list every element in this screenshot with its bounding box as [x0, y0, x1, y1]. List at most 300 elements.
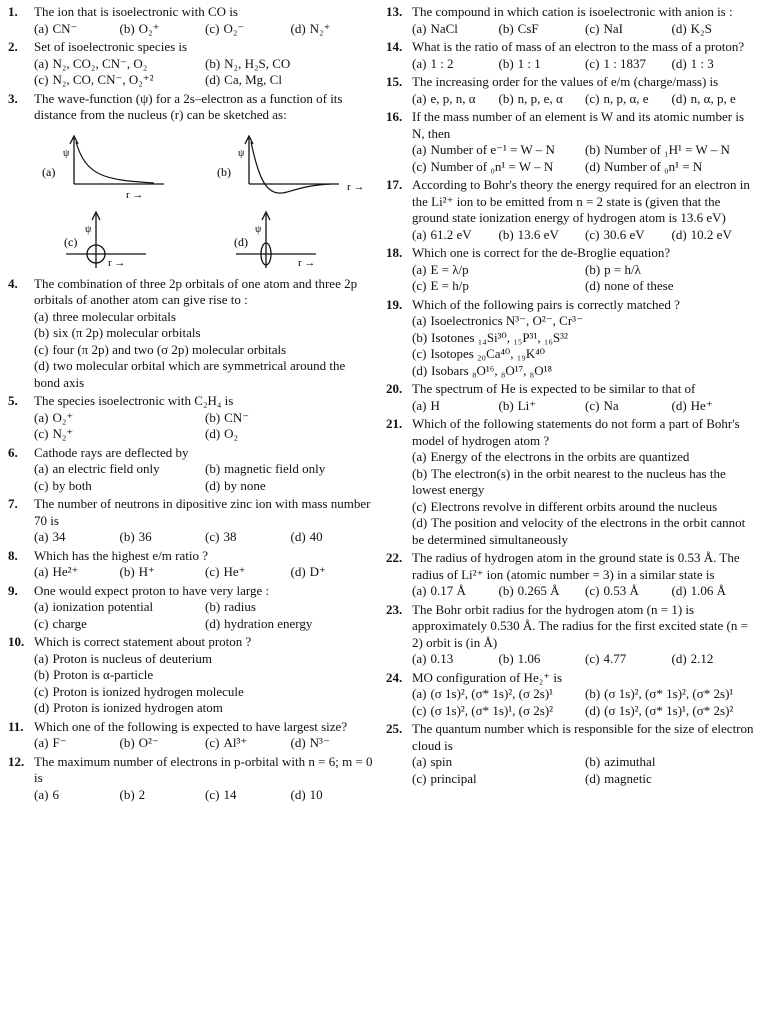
question-stem	[8, 39, 376, 56]
answer-option-a[interactable]	[34, 599, 205, 616]
answer-option-a[interactable]	[412, 91, 499, 108]
option-text: Li⁺	[517, 397, 537, 413]
answer-option-c[interactable]	[585, 21, 672, 38]
answer-option-d[interactable]	[672, 56, 759, 73]
answer-option-d[interactable]	[672, 651, 759, 668]
answer-option-b[interactable]	[205, 461, 376, 478]
answer-option-d[interactable]	[205, 616, 376, 633]
option-list	[386, 754, 758, 787]
answer-option-a[interactable]	[34, 529, 120, 546]
answer-option-b[interactable]	[205, 599, 376, 616]
option-letter: (c)	[585, 397, 600, 413]
option-text: Na	[603, 397, 619, 413]
option-text: O²⁻	[138, 735, 159, 750]
option-letter: (a)	[34, 409, 49, 425]
answer-option-d[interactable]	[412, 363, 758, 380]
answer-option-a[interactable]	[34, 309, 376, 326]
answer-option-b[interactable]	[120, 529, 206, 546]
svg-text:r →: r →	[108, 256, 126, 269]
answer-option-a[interactable]	[412, 398, 499, 415]
option-letter: (c)	[412, 770, 427, 786]
option-letter: (b)	[585, 142, 601, 157]
option-letter: (d)	[585, 158, 601, 174]
option-list	[8, 461, 376, 494]
answer-option-c[interactable]	[205, 735, 291, 752]
answer-option-d[interactable]	[672, 227, 759, 244]
option-letter: (c)	[412, 158, 427, 174]
question-stem	[8, 445, 376, 462]
option-text: F⁻	[52, 735, 67, 750]
question-item	[386, 550, 758, 600]
answer-option-c[interactable]	[585, 398, 672, 415]
answer-option-c[interactable]	[585, 56, 672, 73]
answer-option-b[interactable]	[120, 564, 206, 581]
answer-option-a[interactable]	[412, 651, 499, 668]
answer-option-c[interactable]	[412, 346, 758, 363]
question-stem	[386, 109, 758, 142]
answer-option-c[interactable]	[585, 583, 672, 600]
option-text: He⁺	[223, 564, 246, 579]
option-letter: (b)	[119, 786, 135, 802]
option-text: Isotones ₁₄Si³⁰, ₁₅P³¹, ₁₆S³²	[431, 329, 568, 345]
answer-option-a[interactable]	[34, 21, 120, 38]
option-text: E = λ/p	[430, 261, 469, 277]
question-item	[386, 109, 758, 175]
option-text: none of these	[604, 278, 674, 293]
option-text: (σ 1s)², (σ* 1s)¹, (σ 2s)²	[430, 702, 554, 718]
option-list	[8, 735, 376, 752]
option-letter: (a)	[34, 461, 49, 476]
wavefunction-graphs	[34, 126, 374, 274]
option-list	[8, 309, 376, 392]
option-text: 61.2 eV	[430, 226, 472, 242]
answer-option-d[interactable]	[205, 426, 376, 443]
answer-option-a[interactable]	[34, 56, 205, 73]
answer-option-a[interactable]	[412, 142, 585, 159]
question-number: 11.	[8, 718, 24, 734]
option-letter: (c)	[34, 426, 49, 441]
option-text: 0.17 Å	[430, 583, 466, 598]
answer-option-d[interactable]	[291, 564, 377, 581]
question-number: 16.	[386, 109, 403, 124]
answer-option-b[interactable]	[34, 325, 376, 342]
option-text: N₂⁺	[309, 20, 331, 36]
question-number: 9.	[8, 582, 18, 598]
answer-option-d[interactable]	[585, 771, 758, 788]
option-letter: (d)	[205, 615, 221, 631]
answer-option-b[interactable]	[120, 21, 206, 38]
answer-option-d[interactable]	[585, 703, 758, 720]
option-text: H⁺	[138, 564, 155, 579]
answer-option-a[interactable]	[34, 651, 376, 668]
answer-option-a[interactable]	[34, 787, 120, 804]
question-number: 25.	[386, 721, 403, 736]
question-stem	[386, 74, 758, 91]
option-letter: (c)	[205, 564, 220, 579]
option-letter: (a)	[34, 786, 49, 802]
option-letter: (d)	[671, 651, 687, 666]
option-text: four (π 2p) and two (σ 2p) molecular orbitals	[52, 341, 287, 357]
answer-option-a[interactable]	[412, 56, 499, 73]
answer-option-a[interactable]	[34, 410, 205, 427]
option-text: Proton is ionized hydrogen atom	[53, 700, 223, 715]
question-item	[8, 91, 376, 274]
option-text: 38	[223, 529, 237, 544]
option-text: 0.265 Å	[517, 583, 560, 598]
option-text: 34	[52, 529, 66, 544]
option-list	[386, 262, 758, 295]
answer-option-b[interactable]	[205, 56, 376, 73]
question-item	[8, 276, 376, 392]
option-list	[8, 599, 376, 632]
option-text: CN⁻	[224, 409, 250, 425]
option-list	[8, 56, 376, 89]
option-text: O₂⁺	[52, 409, 74, 425]
svg-text:ψ: ψ	[85, 223, 92, 235]
option-letter: (d)	[412, 515, 428, 530]
option-letter: (a)	[412, 20, 427, 36]
answer-option-c[interactable]	[205, 564, 291, 581]
option-text: 1 : 1837	[603, 55, 647, 71]
option-text: azimuthal	[604, 754, 656, 769]
option-letter: (b)	[205, 55, 221, 71]
answer-option-a[interactable]	[412, 686, 585, 703]
option-letter: (a)	[34, 735, 49, 750]
question-item	[386, 670, 758, 720]
option-list	[386, 142, 758, 175]
question-text: The combination of three 2p orbitals of one atom and three 2p orbitals of another atom can give rise to :	[34, 275, 358, 307]
answer-option-c[interactable]	[585, 227, 672, 244]
answer-option-c[interactable]	[34, 426, 205, 443]
option-letter: (c)	[585, 583, 600, 598]
option-letter: (d)	[290, 529, 306, 544]
option-letter: (b)	[412, 329, 428, 345]
option-text: Ca, Mg, Cl	[224, 72, 282, 87]
answer-option-c[interactable]	[34, 684, 376, 701]
option-letter: (d)	[671, 20, 687, 36]
question-item	[386, 39, 758, 72]
option-letter: (b)	[498, 90, 514, 106]
graph-options	[34, 126, 376, 274]
answer-option-d[interactable]	[585, 159, 758, 176]
option-letter: (b)	[585, 261, 601, 277]
question-item	[386, 721, 758, 787]
option-letter: (d)	[671, 583, 687, 598]
question-stem	[386, 297, 758, 314]
option-text: (σ 1s)², (σ* 1s)¹, (σ* 2s)²	[604, 702, 734, 718]
option-letter: (c)	[412, 498, 427, 514]
option-letter: (c)	[205, 735, 220, 750]
question-stem	[8, 719, 376, 736]
option-letter: (d)	[34, 700, 50, 715]
question-number: 20.	[386, 381, 403, 396]
option-list	[386, 313, 758, 379]
option-text: Isotopes ₂₀Ca⁴⁰, ₁₉K⁴⁰	[430, 346, 545, 361]
question-item	[8, 445, 376, 495]
option-text: N₂, CO, CN⁻, O₂⁺²	[52, 72, 154, 87]
answer-option-b[interactable]	[34, 667, 376, 684]
option-text: 1 : 3	[690, 55, 714, 71]
answer-option-b[interactable]	[499, 21, 586, 38]
option-text: O₂⁻	[223, 20, 245, 36]
answer-option-d[interactable]	[34, 700, 376, 717]
option-letter: (d)	[671, 90, 687, 106]
option-letter: (d)	[585, 278, 601, 293]
question-stem	[8, 393, 376, 410]
question-number: 23.	[386, 601, 403, 617]
option-letter: (d)	[290, 20, 306, 36]
answer-option-b[interactable]	[499, 651, 586, 668]
question-text: The number of neutrons in dipositive zinc ion with mass number 70 is	[34, 496, 371, 528]
option-letter: (b)	[498, 226, 514, 242]
question-text: Cathode rays are deflected by	[34, 444, 189, 460]
answer-option-c[interactable]	[34, 616, 205, 633]
option-text: Number of ₁H¹ = W – N	[604, 142, 730, 157]
option-letter: (c)	[34, 615, 49, 631]
option-letter: (a)	[34, 650, 49, 666]
option-text: NaI	[603, 20, 623, 36]
right-column	[386, 4, 758, 789]
question-item	[8, 634, 376, 717]
answer-option-c[interactable]	[412, 499, 758, 516]
option-text: 13.6 eV	[517, 226, 559, 242]
option-letter: (d)	[290, 735, 306, 750]
option-text: 0.13	[430, 651, 454, 666]
option-text: n, α, p, e	[690, 90, 736, 106]
option-text: 1.06	[517, 651, 541, 666]
option-letter: (d)	[205, 426, 221, 441]
answer-option-a[interactable]	[412, 583, 499, 600]
answer-option-d[interactable]	[412, 515, 758, 548]
option-letter: (a)	[34, 599, 49, 614]
option-text: E = h/p	[430, 278, 469, 293]
option-list	[386, 398, 758, 415]
question-item	[8, 754, 376, 804]
answer-option-b[interactable]	[585, 142, 758, 159]
option-letter: (a)	[412, 397, 427, 413]
question-stem	[386, 177, 758, 227]
answer-option-c[interactable]	[412, 703, 585, 720]
option-letter: (a)	[412, 55, 427, 71]
question-text: Which one is correct for the de-Broglie equation?	[412, 245, 671, 260]
option-letter: (c)	[412, 346, 427, 361]
option-letter: (d)	[412, 362, 428, 378]
question-item	[386, 416, 758, 548]
question-stem	[386, 721, 758, 754]
question-stem	[386, 602, 758, 652]
option-letter: (a)	[412, 449, 427, 464]
option-letter: (d)	[585, 702, 601, 718]
answer-option-c[interactable]	[412, 159, 585, 176]
answer-option-c[interactable]	[585, 91, 672, 108]
option-letter: (c)	[412, 702, 427, 718]
option-letter: (c)	[585, 226, 600, 242]
option-text: ionization potential	[52, 599, 154, 614]
answer-option-a[interactable]	[34, 461, 205, 478]
answer-option-d[interactable]	[672, 583, 759, 600]
answer-option-c[interactable]	[412, 771, 585, 788]
question-number: 5.	[8, 393, 18, 408]
answer-option-c[interactable]	[205, 529, 291, 546]
answer-option-b[interactable]	[412, 330, 758, 347]
answer-option-a[interactable]	[412, 754, 585, 771]
option-letter: (b)	[34, 325, 50, 340]
graph-option-c	[64, 212, 146, 269]
answer-option-b[interactable]	[205, 410, 376, 427]
answer-option-b[interactable]	[412, 466, 758, 499]
question-item	[386, 74, 758, 107]
question-number: 1.	[8, 4, 18, 19]
question-text: The increasing order for the values of e/m (charge/mass) is	[412, 74, 719, 89]
answer-option-a[interactable]	[412, 227, 499, 244]
answer-option-b[interactable]	[120, 735, 206, 752]
answer-option-c[interactable]	[34, 72, 205, 89]
svg-text:r →: r →	[126, 188, 144, 201]
option-letter: (a)	[412, 226, 427, 242]
question-item	[386, 602, 758, 668]
answer-option-d[interactable]	[34, 358, 376, 391]
option-letter: (c)	[34, 72, 49, 87]
option-text: principal	[430, 770, 477, 786]
question-number: 14.	[386, 39, 403, 54]
answer-option-b[interactable]	[585, 686, 758, 703]
option-text: 36	[138, 529, 152, 544]
option-text: charge	[52, 615, 87, 631]
question-text: The wave-function (ψ) for a 2s–electron as a function of its distance from the nucleus (r) can be sketched as:	[34, 90, 343, 122]
question-item	[386, 4, 758, 37]
option-list	[8, 21, 376, 38]
question-item	[8, 393, 376, 443]
option-letter: (b)	[498, 583, 514, 598]
question-number: 22.	[386, 550, 403, 565]
question-text: The species isoelectronic with C₂H₄ is	[34, 393, 234, 408]
answer-option-d[interactable]	[672, 21, 759, 38]
answer-option-c[interactable]	[34, 478, 205, 495]
question-stem	[386, 416, 758, 449]
answer-option-c[interactable]	[412, 278, 585, 295]
answer-option-d[interactable]	[291, 529, 377, 546]
option-letter: (d)	[205, 477, 221, 493]
question-text: The radius of hydrogen atom in the ground state is 0.53 Å. The radius of Li²⁺ ion (atomic number = 3) in a similar state is	[412, 550, 740, 582]
answer-option-a[interactable]	[34, 735, 120, 752]
left-column	[8, 4, 376, 805]
option-text: O₂⁺	[138, 20, 160, 36]
question-text: Set of isoelectronic species is	[34, 39, 188, 54]
option-text: Proton is ionized hydrogen molecule	[52, 683, 244, 699]
option-letter: (b)	[205, 599, 221, 614]
option-list	[386, 227, 758, 244]
answer-option-a[interactable]	[412, 21, 499, 38]
option-text: 6	[52, 786, 59, 802]
answer-option-b[interactable]	[499, 583, 586, 600]
graph-option-label: (b)	[217, 164, 231, 179]
option-letter: (a)	[34, 20, 49, 36]
option-letter: (b)	[585, 686, 601, 701]
answer-option-b[interactable]	[499, 91, 586, 108]
option-letter: (a)	[412, 754, 427, 769]
answer-option-c[interactable]	[585, 651, 672, 668]
answer-option-b[interactable]	[585, 262, 758, 279]
answer-option-d[interactable]	[291, 735, 377, 752]
answer-option-b[interactable]	[499, 398, 586, 415]
option-letter: (c)	[412, 278, 427, 293]
answer-option-b[interactable]	[499, 56, 586, 73]
option-text: by none	[224, 477, 266, 493]
option-text: six (π 2p) molecular orbitals	[53, 325, 201, 340]
option-text: 1.06 Å	[690, 583, 727, 598]
question-text: What is the ratio of mass of an electron to the mass of a proton?	[412, 39, 745, 54]
question-number: 2.	[8, 39, 18, 54]
question-text: The spectrum of He is expected to be similar to that of	[412, 381, 696, 396]
option-letter: (d)	[290, 786, 306, 802]
option-letter: (a)	[34, 308, 49, 324]
question-number: 4.	[8, 275, 18, 291]
option-list	[386, 91, 758, 108]
svg-text:ψ: ψ	[255, 223, 262, 235]
answer-option-d[interactable]	[585, 278, 758, 295]
option-letter: (c)	[585, 20, 600, 36]
answer-option-a[interactable]	[412, 313, 758, 330]
answer-option-a[interactable]	[412, 262, 585, 279]
option-text: hydration energy	[224, 615, 313, 631]
answer-option-d[interactable]	[291, 787, 377, 804]
question-number: 8.	[8, 547, 18, 563]
answer-option-d[interactable]	[672, 91, 759, 108]
question-stem	[8, 4, 376, 21]
option-list	[8, 410, 376, 443]
question-text: The quantum number which is responsible for the size of electron cloud is	[412, 721, 754, 753]
answer-option-a[interactable]	[412, 449, 758, 466]
answer-option-c[interactable]	[34, 342, 376, 359]
answer-option-b[interactable]	[585, 754, 758, 771]
answer-option-d[interactable]	[205, 72, 376, 89]
answer-option-b[interactable]	[499, 227, 586, 244]
option-letter: (a)	[412, 142, 427, 157]
answer-option-a[interactable]	[34, 564, 120, 581]
answer-option-d[interactable]	[672, 398, 759, 415]
option-letter: (b)	[119, 564, 135, 579]
question-text: Which has the highest e/m ratio ?	[34, 547, 209, 563]
question-item	[8, 496, 376, 546]
option-text: O₂	[224, 426, 239, 441]
option-list	[386, 449, 758, 548]
question-text: If the mass number of an element is W and its atomic number is N, then	[412, 109, 745, 141]
option-letter: (c)	[34, 683, 49, 699]
question-number: 3.	[8, 90, 18, 106]
option-letter: (b)	[205, 409, 221, 425]
answer-option-d[interactable]	[205, 478, 376, 495]
option-text: an electric field only	[52, 461, 160, 476]
option-text: 40	[309, 529, 323, 544]
question-text: The maximum number of electrons in p-orbital with n = 6; m = 0 is	[34, 753, 373, 785]
graph-option-label: (d)	[234, 234, 248, 249]
option-list	[386, 21, 758, 38]
svg-text:r →: r →	[347, 180, 365, 193]
option-letter: (d)	[290, 564, 306, 579]
option-letter: (b)	[119, 735, 135, 750]
option-text: (σ 1s)², (σ* 1s)², (σ* 2s)¹	[604, 686, 734, 701]
option-text: The position and velocity of the electrons in the orbit cannot be determined simultaneously	[412, 515, 746, 547]
option-text: He⁺	[690, 397, 713, 413]
option-letter: (b)	[585, 754, 601, 769]
answer-option-d[interactable]	[291, 21, 377, 38]
answer-option-c[interactable]	[205, 21, 291, 38]
option-letter: (d)	[671, 55, 687, 71]
answer-option-c[interactable]	[205, 787, 291, 804]
answer-option-b[interactable]	[120, 787, 206, 804]
question-stem	[8, 496, 376, 529]
option-text: Proton is nucleus of deuterium	[52, 650, 213, 666]
